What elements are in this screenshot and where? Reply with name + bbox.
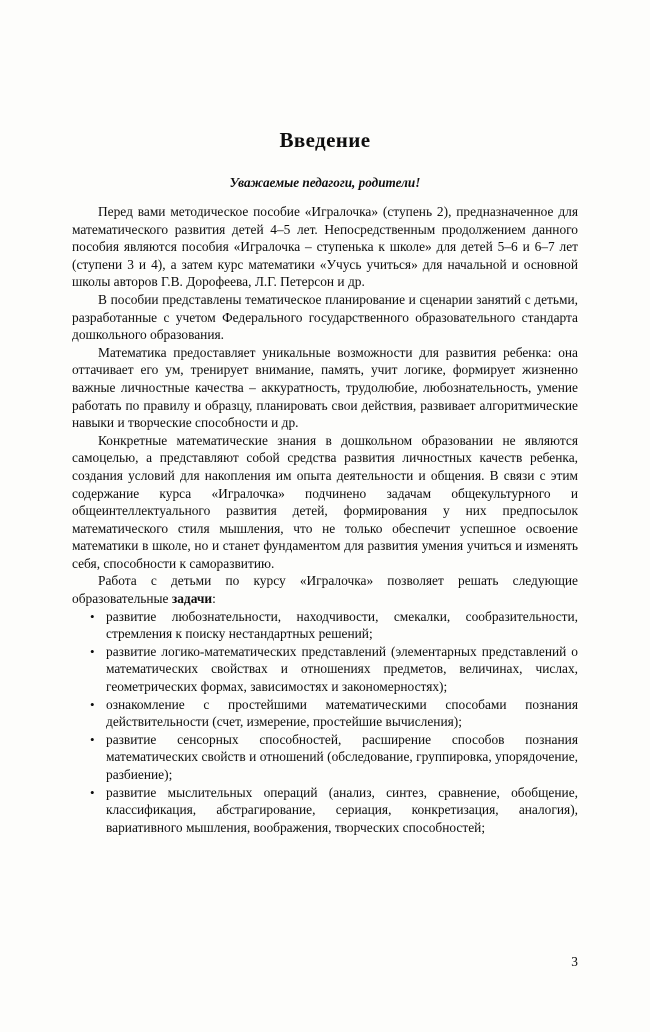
list-item — [72, 731, 578, 784]
paragraph-1: Перед вами методическое пособие «Игралочка» (ступень 2), предназначенное для математического развития детей 4–5 лет. Непосредственным продолжением данного пособия являются пособия «Игралочка – ступенька к школе» для детей 5–6 и 6–7 лет (ступени 3 и 4), а затем курс математики «Учусь учиться» для начальной и основной школы авторов Г.В. Дорофеева, Л.Г. Петерсон и др. — [72, 204, 578, 290]
list-item-text: развитие сенсорных способностей, расширение способов познания математических свойств и отношений (обследование, группировка, упорядочение, разбиение); — [106, 731, 578, 782]
list-item-text: развитие любознательности, находчивости, смекалки, сообразительности, стремления к поиску нестандартных решений; — [106, 608, 578, 642]
paragraph-4: Конкретные математические знания в дошкольном образовании не являются самоцелью, а представляют собой средства развития личностных качеств ребенка, создания условий для накопления им опыта деятельности и общения. В связи с этим содержание курса «Игралочка» подчинено задачам общекультурного и общеинтеллектуального развития детей, формирования у них предпосылок математического стиля мышления, что не только обеспечит успешное освоение математики в школе, но и станет фундаментом для развития умения учиться и изменять себя, способности к саморазвитию. — [72, 432, 578, 571]
list-item-text: развитие логико-математических представлений (элементарных представлений о математических свойствах и отношениях предметов, величинах, числах, геометрических формах, зависимостях и закономерностях); — [106, 643, 578, 695]
page-title: Введение — [279, 128, 371, 152]
bullet-icon: • — [90, 696, 95, 712]
bullet-icon: • — [90, 643, 95, 659]
tasks-list — [72, 608, 578, 837]
bullet-icon: • — [90, 731, 95, 747]
list-item — [72, 784, 578, 837]
bullet-icon: • — [90, 784, 95, 800]
list-item-text: развитие мыслительных операций (анализ, синтез, сравнение, обобщение, классификация, абстрагирование, сериация, конкретизация, аналогия), вариативного мышления, воображения, творческих способностей; — [106, 784, 578, 835]
tasks-intro — [72, 572, 578, 607]
salutation-line: Уважаемые педагоги, родители! — [229, 175, 421, 190]
tasks-intro-text: Работа с детьми по курсу «Игралочка» позволяет решать следующие образовательные — [72, 573, 578, 607]
paragraph-3: Математика предоставляет уникальные возможности для развития ребенка: она оттачивает его ум, тренирует внимание, память, учит логике, формирует жизненно важные личностные качества – аккуратность, трудолюбие, любознательность, умение работать по правилу и образцу, планировать свои действия, развивает алгоритмические навыки и творческие способности и др. — [72, 344, 578, 431]
list-item — [72, 608, 578, 643]
paragraph-2: В пособии представлены тематическое планирование и сценарии занятий с детьми, разработанные с учетом Федерального государственного образовательного стандарта дошкольного образования. — [72, 291, 578, 343]
page-content — [72, 128, 578, 836]
page-number: 3 — [571, 954, 578, 969]
list-item-text: ознакомление с простейшими математическими способами познания действительности (счет, измерение, простейшие вычисления); — [106, 696, 578, 730]
bullet-icon: • — [90, 608, 95, 624]
tasks-intro-emphasis: задачи — [171, 591, 213, 607]
list-item — [72, 643, 578, 696]
list-item — [72, 696, 578, 731]
tasks-intro-colon: : — [212, 591, 216, 607]
